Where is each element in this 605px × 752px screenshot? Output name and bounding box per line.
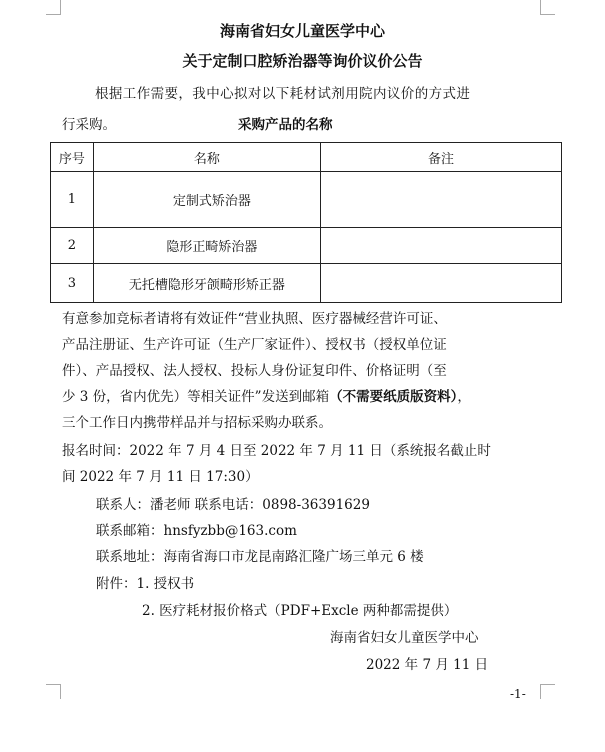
signature-date: 2022 年 7 月 11 日: [366, 657, 489, 673]
table-row: [51, 228, 562, 264]
requirements-text: [62, 388, 471, 406]
cell-name: 隐形正畸矫治器: [93, 228, 320, 264]
cell-no: 2: [51, 228, 94, 264]
requirements-text: 三个工作日内携带样品并与招标采购办联系。: [62, 415, 332, 431]
punctuation: ，: [457, 389, 471, 405]
intro-text-continued: 行采购。: [62, 117, 116, 133]
registration-time-continued: 间 2022 年 7 月 11 日 17:30）: [62, 469, 259, 485]
attachment-2: 2. 医疗耗材报价格式（PDF+Excle 两种都需提供）: [142, 603, 458, 619]
header-remark: 备注: [320, 143, 561, 172]
registration-time: 报名时间：2022 年 7 月 4 日至 2022 年 7 月 11 日（系统报名截止时: [62, 443, 491, 459]
requirements-text: 产品注册证、生产许可证（生产厂家证件）、授权书（授权单位证: [62, 337, 447, 353]
contact-person: 联系人：潘老师 联系电话：0898-36391629: [96, 497, 370, 513]
cell-no: 1: [51, 172, 94, 228]
requirements-text-segment: 少 3 份，省内优先）等相关证件”发送到邮箱: [62, 389, 330, 405]
cell-no: 3: [51, 264, 94, 303]
products-table-title: 采购产品的名称: [238, 117, 333, 133]
contact-email: 联系邮箱：hnsfyzbb@163.com: [96, 523, 297, 539]
no-paper-note: （不需要纸质版资料）: [329, 389, 458, 405]
margin-corner-mark: [46, 684, 61, 699]
table-row: [51, 172, 562, 228]
document-title: 关于定制口腔矫治器等询价议价公告: [182, 52, 423, 70]
header-name: 名称: [93, 143, 320, 172]
document-title-org: 海南省妇女儿童医学中心: [219, 22, 385, 40]
table-header-row: [51, 143, 562, 172]
header-no: 序号: [51, 143, 94, 172]
margin-corner-mark: [540, 684, 555, 699]
intro-text: 根据工作需要，我中心拟对以下耗材试剂用院内议价的方式进: [95, 86, 471, 102]
cell-remark: [320, 172, 561, 228]
products-table: [50, 142, 562, 303]
cell-remark: [320, 228, 561, 264]
cell-name: 定制式矫治器: [93, 172, 320, 228]
table-row: [51, 264, 562, 303]
margin-corner-mark: [46, 0, 61, 15]
contact-address: 联系地址：海南省海口市龙昆南路汇隆广场三单元 6 楼: [96, 549, 424, 565]
requirements-text: 有意参加竞标者请将有效证件“营业执照、医疗器械经营许可证、: [62, 311, 447, 327]
page-number: -1-: [510, 687, 526, 701]
margin-corner-mark: [540, 0, 555, 15]
cell-remark: [320, 264, 561, 303]
attachment-1: 附件：1. 授权书: [96, 576, 195, 592]
cell-name: 无托槽隐形牙颌畸形矫正器: [93, 264, 320, 303]
requirements-text: 件）、产品授权、法人授权、投标人身份证复印件、价格证明（至: [62, 363, 447, 379]
signature-organization: 海南省妇女儿童医学中心: [330, 630, 479, 646]
